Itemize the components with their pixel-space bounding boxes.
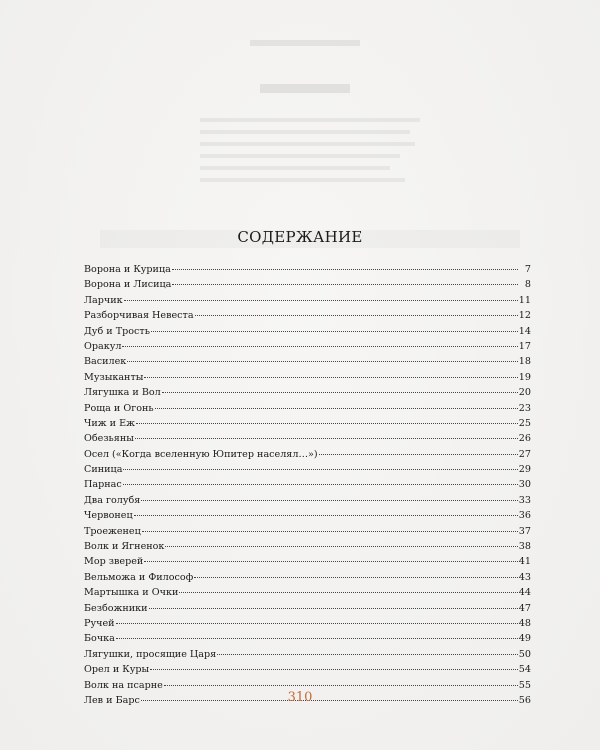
toc-entry-title: Мартышка и Очки — [84, 587, 179, 599]
toc-entry-title: Троеженец — [84, 525, 141, 537]
toc-entry — [84, 616, 531, 631]
toc-entry-title: Синица — [84, 464, 123, 476]
toc-entry — [84, 354, 531, 369]
dot-leader — [155, 407, 518, 409]
ghost-line — [200, 130, 410, 134]
toc-entry — [84, 493, 531, 508]
toc-entry-page: 19 — [518, 371, 531, 383]
toc-entry-page: 43 — [518, 571, 531, 583]
toc-entry-page: 29 — [518, 464, 531, 476]
toc-entry — [84, 554, 531, 569]
toc-entry-page: 37 — [518, 525, 531, 537]
toc-entry — [84, 324, 531, 339]
toc-entry-page: 12 — [518, 310, 531, 322]
toc-entry-title: Оракул — [84, 340, 122, 352]
toc-entry-page: 55 — [518, 679, 531, 691]
toc-entry-page: 26 — [518, 433, 531, 445]
ghost-line — [200, 154, 400, 158]
toc-entry — [84, 601, 531, 616]
toc-entry — [84, 447, 531, 462]
dot-leader — [123, 468, 517, 470]
toc-entry — [84, 662, 531, 677]
toc-entry — [84, 293, 531, 308]
toc-entry-title: Волк и Ягненок — [84, 541, 165, 553]
toc-entry-page: 48 — [518, 617, 531, 629]
dot-leader — [124, 299, 518, 301]
ghost-line — [200, 142, 415, 146]
dot-leader — [195, 314, 518, 316]
toc-entry-title: Ворона и Курица — [84, 264, 171, 275]
dot-leader — [134, 514, 518, 516]
dot-leader — [116, 622, 518, 624]
toc-entry-page: 23 — [518, 402, 531, 414]
dot-leader — [123, 483, 518, 485]
dot-leader — [144, 560, 517, 562]
toc-entry-title: Музыканты — [84, 371, 144, 383]
dot-leader — [127, 360, 517, 362]
toc-entry-title: Ручей — [84, 617, 115, 629]
toc-entry-page: 7 — [524, 264, 531, 275]
toc-entry — [84, 477, 531, 492]
toc-entry-page: 17 — [518, 340, 531, 352]
dot-leader — [217, 653, 518, 655]
dot-leader — [149, 607, 518, 609]
toc-entry-page: 36 — [518, 510, 531, 522]
ghost-line — [260, 84, 350, 93]
toc-entry — [84, 539, 531, 554]
dot-leader — [164, 684, 518, 686]
toc-entry-title: Лягушки, просящие Царя — [84, 648, 217, 660]
toc-entry-title: Роща и Огонь — [84, 402, 154, 414]
toc-entry-title: Безбожники — [84, 602, 148, 614]
dot-leader — [142, 530, 518, 532]
toc-entry-title: Два голубя — [84, 494, 141, 506]
toc-entry-title: Мор зверей — [84, 556, 144, 568]
toc-entry-title: Лягушка и Вол — [84, 387, 161, 399]
page-title: СОДЕРЖАНИЕ — [237, 228, 363, 246]
toc-entry-title: Ларчик — [84, 294, 123, 306]
toc-entry-page: 54 — [518, 664, 531, 676]
toc-entry-title: Волк на псарне — [84, 679, 163, 691]
toc-entry-title: Вельможа и Философ — [84, 571, 194, 583]
toc-entry-title: Ворона и Лисица — [84, 279, 172, 291]
toc-entry — [84, 339, 531, 354]
dot-leader — [116, 637, 518, 639]
toc-entry-title: Разборчивая Невеста — [84, 310, 194, 322]
toc-entry — [84, 508, 531, 523]
toc-entry — [84, 524, 531, 539]
dot-leader — [172, 283, 518, 285]
toc-entry-page: 33 — [518, 494, 531, 506]
toc-entry-title: Червонец — [84, 510, 133, 522]
toc-entry-page: 14 — [518, 325, 531, 337]
toc-entry-page: 27 — [518, 448, 531, 460]
toc-entry-title: Лев и Барс — [84, 694, 140, 706]
toc-entry-title: Василек — [84, 356, 127, 368]
toc-entry — [84, 631, 531, 646]
toc-entry — [84, 308, 531, 323]
toc-entry-title: Бочка — [84, 633, 115, 645]
dot-leader — [194, 576, 518, 578]
toc-entry — [84, 585, 531, 600]
toc-entry-page: 8 — [524, 279, 531, 291]
toc-entry-page: 56 — [518, 694, 531, 706]
dot-leader — [144, 376, 517, 378]
toc-entry — [84, 262, 531, 277]
toc-entry-title: Осел («Когда вселенную Юпитер населял…») — [84, 448, 318, 460]
toc-entry-title: Чиж и Еж — [84, 417, 135, 429]
dot-leader — [179, 591, 517, 593]
toc-entry — [84, 431, 531, 446]
toc-entry-title: Обезьяны — [84, 433, 134, 445]
dot-leader — [165, 545, 517, 547]
dot-leader — [319, 453, 518, 455]
toc-entry — [84, 416, 531, 431]
toc-entry — [84, 385, 531, 400]
dot-leader — [122, 345, 517, 347]
toc-entry-page: 20 — [518, 387, 531, 399]
toc-entry-page: 30 — [518, 479, 531, 491]
toc-entry — [84, 277, 531, 292]
toc-entry — [84, 370, 531, 385]
dot-leader — [136, 422, 518, 424]
dot-leader — [150, 668, 518, 670]
toc-entry-page: 41 — [518, 556, 531, 568]
page-number: 310 — [287, 690, 313, 705]
toc-entry-title: Дуб и Трость — [84, 325, 150, 337]
dot-leader — [141, 499, 517, 501]
ghost-line — [200, 166, 390, 170]
toc-entry-page: 49 — [518, 633, 531, 645]
toc-entry-page: 25 — [518, 417, 531, 429]
ghost-line — [200, 118, 420, 122]
toc-entry — [84, 401, 531, 416]
table-of-contents — [84, 262, 531, 708]
dot-leader — [135, 437, 518, 439]
dot-leader — [151, 330, 518, 332]
toc-entry-page: 50 — [518, 648, 531, 660]
toc-entry-page: 18 — [518, 356, 531, 368]
toc-entry-title: Парнас — [84, 479, 122, 491]
toc-entry-page: 44 — [518, 587, 531, 599]
ghost-line — [200, 178, 405, 182]
toc-entry — [84, 647, 531, 662]
dot-leader — [172, 268, 518, 270]
toc-entry — [84, 570, 531, 585]
ghost-line — [250, 40, 360, 46]
dot-leader — [162, 391, 518, 393]
toc-entry-title: Орел и Куры — [84, 664, 150, 676]
toc-entry-page: 47 — [518, 602, 531, 614]
toc-entry-page: 38 — [518, 541, 531, 553]
toc-entry — [84, 462, 531, 477]
toc-entry-page: 11 — [518, 294, 531, 306]
